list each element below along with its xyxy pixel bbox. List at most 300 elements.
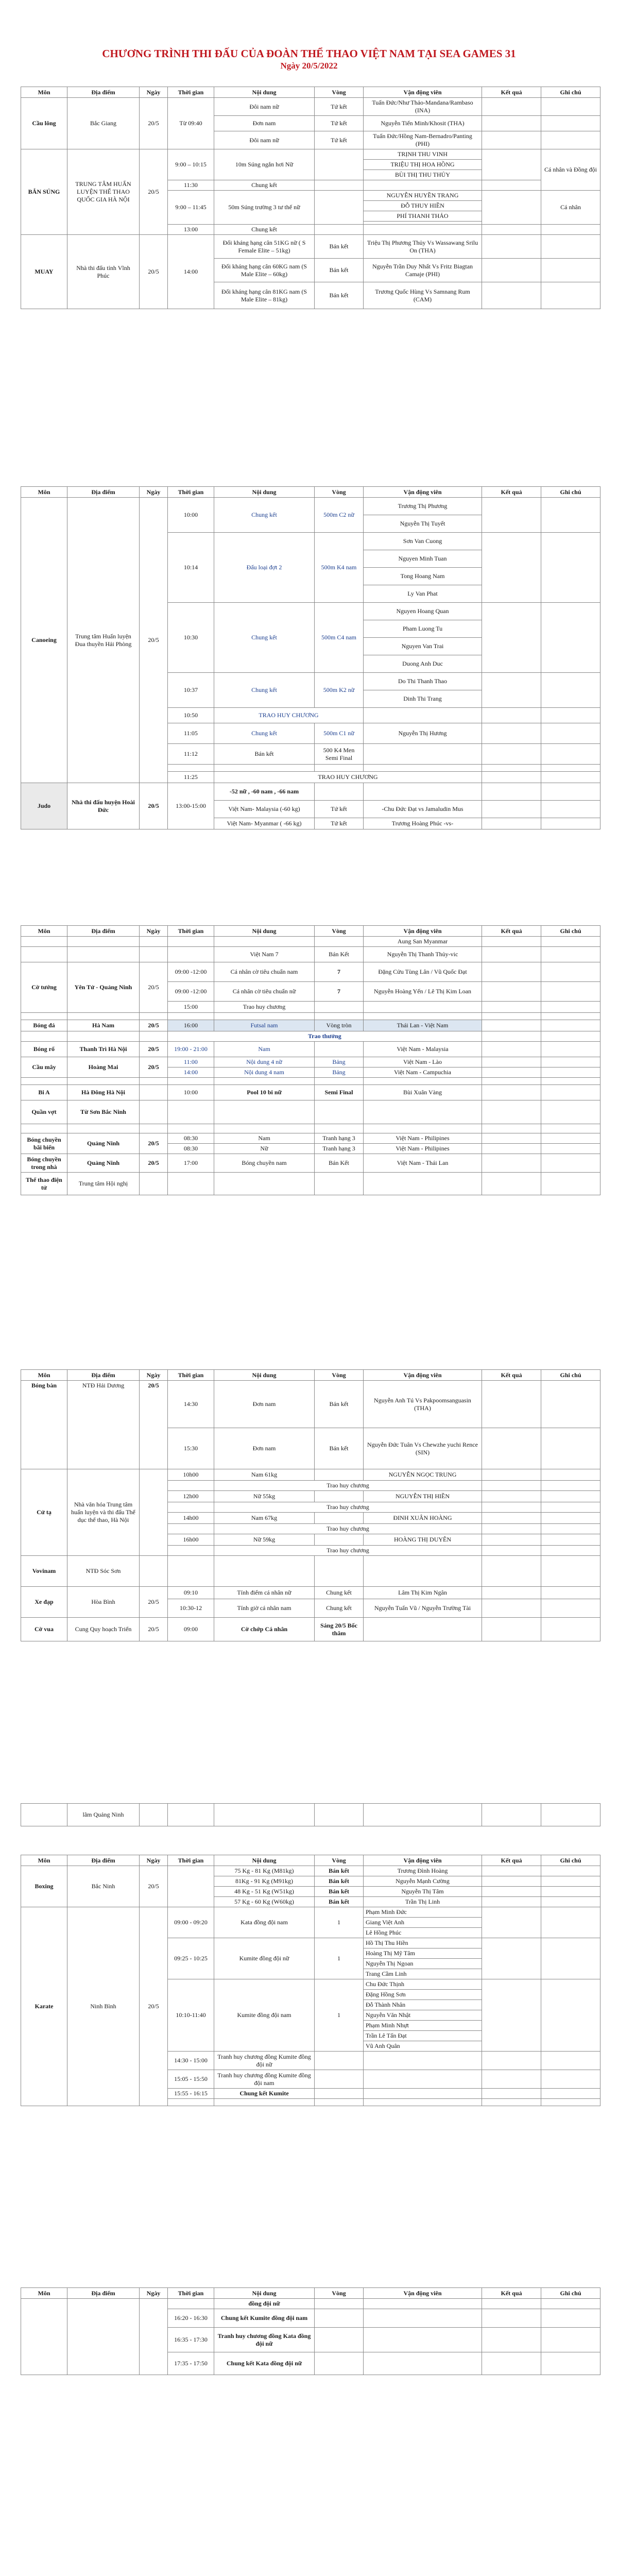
table-cell bbox=[482, 1556, 541, 1587]
table-cell bbox=[482, 1031, 541, 1042]
table-cell bbox=[482, 937, 541, 947]
table-cell: 10m Súng ngắn hơi Nữ bbox=[214, 149, 315, 180]
table-cell: Chung kết Kata đồng đội nữ bbox=[214, 2352, 315, 2375]
table-cell: Nội dung bbox=[214, 1855, 315, 1866]
table-cell: Chu Đức Thịnh bbox=[364, 1979, 482, 1990]
table-cell: MUAY bbox=[21, 235, 67, 309]
table-cell: 20/5 bbox=[140, 1618, 168, 1641]
table-cell bbox=[541, 1491, 600, 1502]
table-cell: Tứ kết bbox=[315, 98, 364, 116]
table-cell: Trao huy chương bbox=[214, 1546, 482, 1556]
table-cell bbox=[482, 1133, 541, 1144]
table-cell: Địa điểm bbox=[67, 1855, 140, 1866]
table-cell: 500m K4 nam bbox=[315, 533, 364, 603]
schedule-table-5 bbox=[21, 1803, 600, 1826]
table-cell: Đôi nam nữ bbox=[214, 131, 315, 149]
table-cell: Hà Nam bbox=[67, 1020, 140, 1031]
table-cell bbox=[67, 947, 140, 962]
table-cell bbox=[168, 1804, 214, 1826]
table-cell bbox=[541, 1100, 600, 1124]
table-cell: Tranh huy chương đồng Kata đồng đội nữ bbox=[214, 2328, 315, 2352]
table-cell bbox=[364, 2089, 482, 2099]
table-cell: Việt Nam - Lào bbox=[364, 1057, 482, 1067]
table-cell: Bán Kết bbox=[315, 1154, 364, 1173]
table-cell: 1 bbox=[315, 1979, 364, 2052]
table-cell: Ngày bbox=[140, 1370, 168, 1381]
table-cell bbox=[315, 2328, 364, 2352]
table-cell: Trang Cầm Linh bbox=[364, 1969, 482, 1979]
table-cell bbox=[364, 1100, 482, 1124]
table-cell: Thanh Trì Hà Nội bbox=[67, 1042, 140, 1057]
table-header-row bbox=[21, 926, 600, 937]
table-cell: Việt Nam - Philipines bbox=[364, 1133, 482, 1144]
table-cell: PHÍ THANH THẢO bbox=[364, 211, 482, 222]
table-cell: Bảng bbox=[315, 1057, 364, 1067]
table-cell: Sáng 20/5 Bốc thăm bbox=[315, 1618, 364, 1641]
table-cell: 20/5 bbox=[140, 783, 168, 829]
table-cell bbox=[482, 1534, 541, 1546]
schedule-table-3 bbox=[21, 925, 600, 1195]
table-cell: Vòng tròn bbox=[315, 1020, 364, 1031]
table-cell: 20/5 bbox=[140, 1381, 168, 1469]
table-cell: Kumite đồng đội nam bbox=[214, 1979, 315, 2052]
table-cell bbox=[541, 533, 600, 603]
table-cell bbox=[364, 1804, 482, 1826]
table-cell: Đôi nam nữ bbox=[214, 98, 315, 116]
table-cell: Trao thưởng bbox=[168, 1031, 482, 1042]
table-cell: Nguyen Van Trai bbox=[364, 638, 482, 655]
table-row bbox=[21, 1020, 600, 1031]
table-cell bbox=[541, 2352, 600, 2375]
table-cell bbox=[541, 116, 600, 131]
table-cell: Chung kết bbox=[315, 1587, 364, 1599]
table-cell bbox=[140, 937, 168, 947]
table-cell: Quảng Ninh bbox=[67, 1133, 140, 1154]
table-cell: 11:05 bbox=[168, 723, 214, 744]
table-cell: 12h00 bbox=[168, 1491, 214, 1502]
table-header-row bbox=[21, 1370, 600, 1381]
table-cell bbox=[541, 1866, 600, 1876]
table-cell: Đơn nam bbox=[214, 1381, 315, 1428]
table-cell bbox=[482, 180, 541, 191]
table-cell bbox=[140, 1078, 168, 1085]
table-cell: NGUYỄN NGỌC TRUNG bbox=[364, 1469, 482, 1481]
table-cell bbox=[482, 1469, 541, 1481]
table-cell: Việt Nam - Campuchia bbox=[364, 1067, 482, 1078]
table-cell: 20/5 bbox=[140, 235, 168, 309]
table-cell bbox=[541, 1513, 600, 1524]
table-cell: Bắc Ninh bbox=[67, 1866, 140, 1907]
table-cell: ĐINH XUÂN HOÀNG bbox=[364, 1513, 482, 1524]
table-cell bbox=[168, 1481, 214, 1491]
table-cell: Nguyễn Trần Duy Nhất Vs Fritz Biagtan Camaje (PHI) bbox=[364, 259, 482, 282]
table-row bbox=[21, 1587, 600, 1599]
table-header-row bbox=[21, 2288, 600, 2299]
table-cell bbox=[364, 1002, 482, 1013]
table-cell: 16:20 - 16:30 bbox=[168, 2309, 214, 2328]
table-cell: Kata đồng đội nam bbox=[214, 1907, 315, 1938]
table-row bbox=[21, 1154, 600, 1173]
table-cell: TRAO HUY CHƯƠNG bbox=[214, 772, 482, 783]
table-cell: Tong Hoang Nam bbox=[364, 568, 482, 585]
table-cell bbox=[541, 1897, 600, 1907]
table-cell bbox=[21, 1078, 67, 1085]
table-cell bbox=[541, 1481, 600, 1491]
table-cell bbox=[541, 818, 600, 829]
table-cell bbox=[482, 1154, 541, 1173]
table-cell bbox=[315, 1469, 364, 1481]
table-cell bbox=[315, 225, 364, 235]
table-cell: Bán kết bbox=[315, 1866, 364, 1876]
table-cell: Tuấn Đức/Hồng Nam-Bernadro/Panting (PHI) bbox=[364, 131, 482, 149]
table-cell bbox=[482, 1428, 541, 1469]
table-cell bbox=[168, 1124, 214, 1133]
table-cell bbox=[482, 1381, 541, 1428]
table-cell bbox=[482, 1013, 541, 1020]
table-cell: Thời gian bbox=[168, 487, 214, 498]
table-cell: Vovinam bbox=[21, 1556, 67, 1587]
table-cell bbox=[21, 1013, 67, 1020]
table-cell bbox=[541, 498, 600, 533]
table-cell: Trao huy chương bbox=[214, 1524, 482, 1534]
table-cell: Vận động viên bbox=[364, 2288, 482, 2299]
table-cell: -Chu Đức Đạt vs Jamaludin Mus bbox=[364, 801, 482, 818]
table-cell: Trao huy chương bbox=[214, 1481, 482, 1491]
table-cell bbox=[482, 1144, 541, 1154]
table-cell: 15:30 bbox=[168, 1428, 214, 1469]
table-cell bbox=[214, 1078, 315, 1085]
table-cell bbox=[168, 1173, 214, 1195]
table-cell bbox=[482, 2099, 541, 2106]
table-cell: Duong Anh Duc bbox=[364, 655, 482, 673]
table-cell bbox=[168, 1013, 214, 1020]
table-cell bbox=[21, 2299, 67, 2375]
table-cell: Kết quả bbox=[482, 2288, 541, 2299]
table-cell: Tứ kết bbox=[315, 131, 364, 149]
table-row bbox=[21, 1133, 600, 1144]
table-cell: Hoàng Mai bbox=[67, 1057, 140, 1078]
table-cell bbox=[140, 1469, 168, 1556]
table-cell bbox=[315, 2089, 364, 2099]
table-row bbox=[21, 1085, 600, 1100]
table-cell: 500 K4 Men Semi Final bbox=[315, 744, 364, 765]
table-row bbox=[21, 937, 600, 947]
table-cell bbox=[482, 1085, 541, 1100]
table-cell: Lê Hồng Phúc bbox=[364, 1928, 482, 1938]
table-cell: Vận động viên bbox=[364, 926, 482, 937]
table-cell: Ghi chú bbox=[541, 2288, 600, 2299]
table-cell: Nội dung bbox=[214, 926, 315, 937]
table-cell: Ghi chú bbox=[541, 487, 600, 498]
table-cell bbox=[541, 259, 600, 282]
page-date: Ngày 20/5/2022 bbox=[280, 61, 338, 71]
table-cell: 57 Kg - 60 Kg (W60kg) bbox=[214, 1897, 315, 1907]
table-cell bbox=[541, 1938, 600, 1979]
table-cell: 20/5 bbox=[140, 1057, 168, 1078]
table-cell: Bán kết bbox=[315, 1887, 364, 1897]
table-cell: 20/5 bbox=[140, 98, 168, 149]
table-cell: Nhà thi đấu tỉnh Vĩnh Phúc bbox=[67, 235, 140, 309]
table-cell: 20/5 bbox=[140, 1907, 168, 2106]
table-cell: Đỗ Thành Nhân bbox=[364, 2000, 482, 2010]
table-cell: 500m K2 nữ bbox=[315, 673, 364, 708]
table-cell bbox=[541, 1057, 600, 1067]
table-row bbox=[21, 1907, 600, 1918]
table-cell: Nguyễn Anh Tú Vs Pakpoomsanguasin (THA) bbox=[364, 1381, 482, 1428]
table-cell: Xe đạp bbox=[21, 1587, 67, 1618]
table-cell bbox=[482, 225, 541, 235]
table-cell: 500m C1 nữ bbox=[315, 723, 364, 744]
table-cell bbox=[315, 1534, 364, 1546]
table-cell: Tranh hạng 3 bbox=[315, 1133, 364, 1144]
table-cell bbox=[315, 180, 364, 191]
table-cell: Nguyễn Thị Hương bbox=[364, 723, 482, 744]
table-cell: 1 bbox=[315, 1938, 364, 1979]
table-cell: TRAO HUY CHƯƠNG bbox=[214, 708, 364, 723]
table-cell: Bán kết bbox=[315, 1428, 364, 1469]
table-cell: Thể thao điện tử bbox=[21, 1173, 67, 1195]
table-cell bbox=[482, 673, 541, 708]
table-cell bbox=[541, 282, 600, 309]
table-cell: Vận động viên bbox=[364, 87, 482, 98]
table-cell bbox=[541, 1133, 600, 1144]
table-cell bbox=[21, 937, 67, 947]
table-cell bbox=[541, 225, 600, 235]
table-cell: Ngày bbox=[140, 2288, 168, 2299]
table-cell: Trương Đình Hoàng bbox=[364, 1866, 482, 1876]
table-cell bbox=[482, 947, 541, 962]
table-cell: 11:12 bbox=[168, 744, 214, 765]
table-cell: Phạm Minh Đức bbox=[364, 1907, 482, 1918]
table-cell: Karate bbox=[21, 1907, 67, 2106]
table-cell: Bán kết bbox=[315, 1897, 364, 1907]
table-cell: Pool 10 bi nữ bbox=[214, 1085, 315, 1100]
table-cell bbox=[541, 1067, 600, 1078]
table-cell bbox=[541, 98, 600, 116]
table-cell bbox=[541, 1524, 600, 1534]
table-cell bbox=[315, 1013, 364, 1020]
table-cell bbox=[482, 1042, 541, 1057]
table-cell: 10:50 bbox=[168, 708, 214, 723]
table-cell bbox=[541, 131, 600, 149]
table-row bbox=[21, 1013, 600, 1020]
table-cell bbox=[315, 1804, 364, 1826]
table-cell bbox=[482, 149, 541, 180]
table-cell: Kết quả bbox=[482, 1370, 541, 1381]
table-cell: Tranh huy chương đồng Kumite đồng đội nữ bbox=[214, 2052, 315, 2070]
table-cell: Ly Van Phat bbox=[364, 585, 482, 603]
table-cell: Hòa Bình bbox=[67, 1587, 140, 1618]
table-cell bbox=[482, 131, 541, 149]
table-cell: Trung tâm Hội nghị bbox=[67, 1173, 140, 1195]
table-cell bbox=[482, 783, 541, 801]
table-cell: NTĐ Hải Dương bbox=[67, 1381, 140, 1469]
table-cell bbox=[315, 2070, 364, 2089]
table-cell bbox=[67, 1124, 140, 1133]
table-row bbox=[21, 1100, 600, 1124]
table-cell: Thời gian bbox=[168, 2288, 214, 2299]
table-cell bbox=[541, 1124, 600, 1133]
table-cell: Bán kết bbox=[315, 1381, 364, 1428]
table-cell bbox=[482, 116, 541, 131]
table-cell bbox=[482, 1876, 541, 1887]
table-cell bbox=[364, 2328, 482, 2352]
table-cell: 10:37 bbox=[168, 673, 214, 708]
table-cell: Tranh huy chương đồng Kumite đồng đội nam bbox=[214, 2070, 315, 2089]
table-cell bbox=[541, 1907, 600, 1938]
table-cell bbox=[364, 1556, 482, 1587]
table-row bbox=[21, 1804, 600, 1826]
table-cell: Trương Hoàng Phúc -vs- bbox=[364, 818, 482, 829]
table-cell bbox=[214, 1804, 315, 1826]
table-cell: Tứ kết bbox=[315, 818, 364, 829]
table-cell: Bán kết bbox=[214, 744, 315, 765]
table-cell: 9:00 – 10:15 bbox=[168, 149, 214, 180]
table-cell bbox=[140, 1085, 168, 1100]
table-cell bbox=[541, 2328, 600, 2352]
table-cell: Vận động viên bbox=[364, 1370, 482, 1381]
table-cell: Trung tâm Huấn luyện Đua thuyền Hải Phòng bbox=[67, 498, 140, 783]
table-cell bbox=[482, 1078, 541, 1085]
table-cell: Vòng bbox=[315, 87, 364, 98]
table-cell: 10:10-11:40 bbox=[168, 1979, 214, 2052]
table-cell bbox=[541, 1979, 600, 2052]
table-cell: Địa điểm bbox=[67, 87, 140, 98]
table-cell bbox=[482, 2299, 541, 2309]
table-cell bbox=[482, 801, 541, 818]
table-cell: Ghi chú bbox=[541, 1370, 600, 1381]
table-cell: Quần vợt bbox=[21, 1100, 67, 1124]
table-cell bbox=[67, 1013, 140, 1020]
table-cell bbox=[214, 765, 315, 772]
table-cell bbox=[541, 673, 600, 708]
table-cell: -52 nữ , -60 nam , -66 nam bbox=[214, 783, 315, 801]
table-cell: Judo bbox=[21, 783, 67, 829]
table-cell: BÙI THỊ THU THỦY bbox=[364, 170, 482, 180]
table-cell: Boxing bbox=[21, 1866, 67, 1907]
table-cell bbox=[541, 1876, 600, 1887]
table-cell bbox=[541, 937, 600, 947]
table-cell: 19:00 - 21:00 bbox=[168, 1042, 214, 1057]
table-cell bbox=[482, 2352, 541, 2375]
table-cell: Kết quả bbox=[482, 87, 541, 98]
table-cell bbox=[140, 1173, 168, 1195]
table-cell: Nữ 55kg bbox=[214, 1491, 315, 1502]
table-row bbox=[21, 1173, 600, 1195]
table-cell bbox=[482, 765, 541, 772]
table-cell: Nguyễn Tiến Minh/Khosit (THA) bbox=[364, 116, 482, 131]
table-cell: TRIỆU THỊ HOA HỒNG bbox=[364, 160, 482, 170]
table-cell: Cờ vua bbox=[21, 1618, 67, 1641]
table-cell: Tuấn Đức/Như Thảo-Mandana/Rambaso (INA) bbox=[364, 98, 482, 116]
table-cell bbox=[482, 191, 541, 225]
table-cell: Môn bbox=[21, 926, 67, 937]
table-cell: 20/5 bbox=[140, 498, 168, 783]
table-cell: Bán kết bbox=[315, 259, 364, 282]
table-cell: 10h00 bbox=[168, 1469, 214, 1481]
table-cell bbox=[482, 1618, 541, 1641]
table-cell: Hồ Thị Thu Hiền bbox=[364, 1938, 482, 1948]
table-cell bbox=[315, 2352, 364, 2375]
table-cell bbox=[541, 723, 600, 744]
table-row bbox=[21, 2299, 600, 2309]
table-cell bbox=[482, 1491, 541, 1502]
table-cell: Thời gian bbox=[168, 87, 214, 98]
table-cell bbox=[315, 765, 364, 772]
table-header-row bbox=[21, 87, 600, 98]
table-cell bbox=[315, 937, 364, 947]
table-cell: Địa điểm bbox=[67, 2288, 140, 2299]
table-cell bbox=[541, 744, 600, 765]
table-cell: Nội dung 4 nữ bbox=[214, 1057, 315, 1067]
table-cell bbox=[541, 1013, 600, 1020]
table-cell bbox=[482, 982, 541, 1002]
table-cell: 20/5 bbox=[140, 1154, 168, 1173]
table-cell: Kết quả bbox=[482, 487, 541, 498]
table-cell: Trao huy chương bbox=[214, 1002, 315, 1013]
table-cell: NGUYỄN THỊ HIỀN bbox=[364, 1491, 482, 1502]
table-cell: Trao huy chương bbox=[214, 1502, 482, 1513]
table-cell: Nguyễn Đức Tuân Vs Chewzhe yuchi Rence (SIN) bbox=[364, 1428, 482, 1469]
table-cell: Cá nhân và Đồng đội bbox=[541, 149, 600, 191]
table-cell: Nguyen Hoang Quan bbox=[364, 603, 482, 620]
table-row bbox=[21, 149, 600, 160]
table-cell bbox=[214, 937, 315, 947]
table-cell: Bắc Giang bbox=[67, 98, 140, 149]
table-cell: Lâm Thị Kim Ngân bbox=[364, 1587, 482, 1599]
table-cell: 500m C2 nữ bbox=[315, 498, 364, 533]
table-cell bbox=[67, 937, 140, 947]
table-cell: Địa điểm bbox=[67, 487, 140, 498]
table-cell bbox=[482, 533, 541, 603]
table-cell bbox=[482, 1513, 541, 1524]
table-cell: Thời gian bbox=[168, 1855, 214, 1866]
table-row bbox=[21, 98, 600, 116]
table-cell bbox=[482, 1100, 541, 1124]
table-cell: Đấu loại đợt 2 bbox=[214, 533, 315, 603]
table-cell: Trần Lê Tấn Đạt bbox=[364, 2031, 482, 2041]
table-cell: Đặng Cửu Tùng Lân / Vũ Quốc Đạt bbox=[364, 962, 482, 982]
table-cell: 20/5 bbox=[140, 962, 168, 1013]
table-cell bbox=[541, 982, 600, 1002]
table-cell: Địa điểm bbox=[67, 926, 140, 937]
table-cell: Trần Thị Linh bbox=[364, 1897, 482, 1907]
table-cell bbox=[541, 1042, 600, 1057]
table-cell bbox=[315, 1173, 364, 1195]
table-cell: 10:00 bbox=[168, 1085, 214, 1100]
table-cell: 16:35 - 17:30 bbox=[168, 2328, 214, 2352]
table-cell: Nội dung bbox=[214, 2288, 315, 2299]
table-cell bbox=[140, 1124, 168, 1133]
table-header-row bbox=[21, 1855, 600, 1866]
table-cell bbox=[482, 772, 541, 783]
schedule-table-4 bbox=[21, 1369, 600, 1641]
table-cell: 7 bbox=[315, 962, 364, 982]
table-cell bbox=[482, 2052, 541, 2070]
table-cell: Cờ tướng bbox=[21, 962, 67, 1013]
table-cell: Vận động viên bbox=[364, 1855, 482, 1866]
table-cell: Nguyễn Thị Tuyết bbox=[364, 515, 482, 533]
table-cell: Từ Sơn Bắc Ninh bbox=[67, 1100, 140, 1124]
table-cell bbox=[541, 1428, 600, 1469]
table-cell bbox=[541, 2099, 600, 2106]
table-cell: Tính giờ cá nhân nam bbox=[214, 1599, 315, 1618]
table-row bbox=[21, 1057, 600, 1067]
table-cell: Triệu Thị Phương Thủy Vs Wassawang Srilu On (THA) bbox=[364, 235, 482, 259]
table-cell: Môn bbox=[21, 487, 67, 498]
table-cell: Vòng bbox=[315, 926, 364, 937]
table-cell: Giang Việt Anh bbox=[364, 1918, 482, 1928]
